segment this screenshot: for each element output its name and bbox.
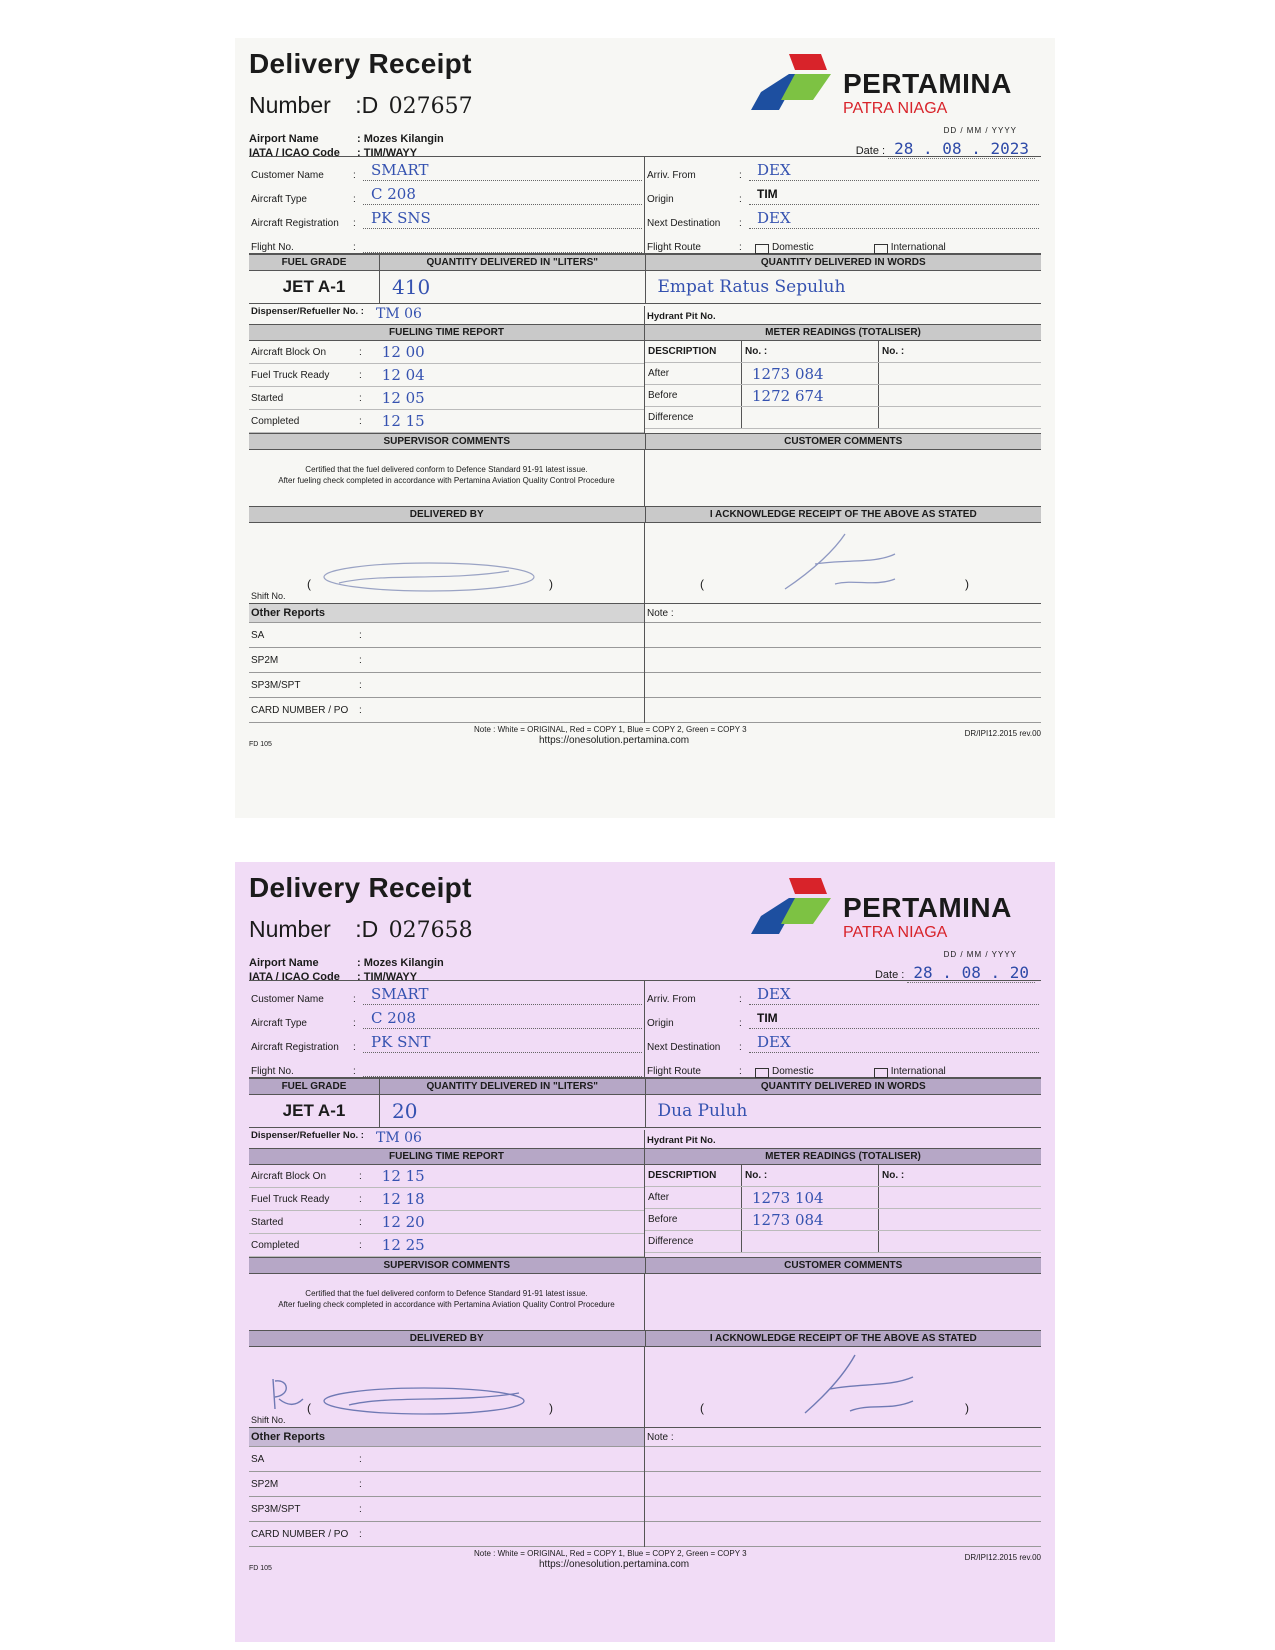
airport-name-value: : Mozes Kilangin bbox=[357, 133, 444, 145]
aircraft-type-value: C 208 bbox=[363, 184, 642, 205]
origin-value: TIM bbox=[749, 1008, 1039, 1029]
flight-route-row: Flight Route : Domestic International bbox=[647, 1066, 946, 1077]
aircraft-type-row: Aircraft Type : C 208 bbox=[249, 1005, 644, 1029]
signature-section: ( ) Shift No. ( ) bbox=[249, 1347, 1041, 1428]
flight-no-label: Flight No. bbox=[251, 1066, 294, 1077]
block-on-label: Aircraft Block On bbox=[251, 346, 327, 358]
flight-no-label: Flight No. bbox=[251, 242, 294, 253]
pertamina-logo bbox=[751, 52, 1031, 122]
delivery-receipt-1 bbox=[235, 38, 1055, 818]
difference-label: Difference bbox=[645, 407, 742, 429]
next-dest-row: Next Destination : DEX bbox=[645, 1029, 1041, 1053]
international-label: International bbox=[890, 1066, 946, 1077]
origin-label: Origin bbox=[647, 1018, 674, 1029]
flight-info bbox=[249, 980, 1041, 1077]
delivery-receipt-2 bbox=[235, 862, 1055, 1642]
receipt-footer bbox=[249, 723, 1041, 757]
shift-no-label: Shift No. bbox=[251, 1415, 286, 1425]
date-value: 28 . 08 . 20 bbox=[907, 963, 1035, 983]
before-value: 1273 084 bbox=[742, 1209, 879, 1231]
date-format: DD / MM / YYYY bbox=[943, 126, 1017, 135]
comments-header bbox=[249, 433, 1041, 450]
date-label: Date bbox=[874, 969, 899, 981]
meter-header: METER READINGS (TOTALISER) bbox=[645, 1148, 1041, 1165]
fuel-grade-section bbox=[249, 253, 1041, 304]
number-label: Number bbox=[249, 92, 331, 118]
hydrant-label: Hydrant Pit No. bbox=[647, 1135, 716, 1146]
dispenser-label: Dispenser/Refueller No. bbox=[251, 306, 359, 317]
sp3m-label: SP3M/SPT bbox=[251, 1503, 301, 1515]
arriv-from-label: Arriv. From bbox=[647, 994, 696, 1005]
form-code: FD 105 bbox=[249, 1565, 272, 1572]
after-label: After bbox=[645, 1187, 742, 1209]
aircraft-reg-value: PK SNS bbox=[363, 208, 642, 229]
aircraft-type-label: Aircraft Type bbox=[251, 194, 307, 205]
completed-label: Completed bbox=[251, 1239, 300, 1251]
supervisor-header: SUPERVISOR COMMENTS bbox=[249, 1257, 646, 1274]
qty-liters-value: 410 bbox=[392, 275, 431, 299]
aircraft-reg-row: Aircraft Registration : PK SNS bbox=[249, 205, 644, 229]
aircraft-type-value: C 208 bbox=[363, 1008, 642, 1029]
comments-section bbox=[249, 450, 1041, 506]
receipt-number bbox=[249, 916, 473, 943]
signature-header bbox=[249, 506, 1041, 523]
dispenser-label: Dispenser/Refueller No. bbox=[251, 1130, 359, 1141]
form-revision: DR/IPI12.2015 rev.00 bbox=[964, 1553, 1041, 1562]
iata-value: : TIM/WAYY bbox=[357, 971, 418, 983]
airport-info bbox=[249, 956, 444, 984]
customer-name-label: Customer Name bbox=[251, 170, 324, 181]
domestic-label: Domestic bbox=[772, 1066, 814, 1077]
fuel-grade-value: JET A-1 bbox=[249, 271, 380, 303]
truck-ready-value: 12 04 bbox=[381, 366, 425, 384]
meter-table bbox=[645, 341, 1041, 429]
number-value: 027658 bbox=[388, 918, 473, 943]
brand-subname: PATRA NIAGA bbox=[843, 924, 948, 941]
flight-route-label: Flight Route bbox=[647, 1066, 701, 1077]
dispenser-value: TM 06 bbox=[375, 306, 422, 322]
started-value: 12 05 bbox=[381, 389, 425, 407]
hydrant-label: Hydrant Pit No. bbox=[647, 311, 716, 322]
date-label: Date bbox=[855, 145, 879, 157]
acknowledge-header: I ACKNOWLEDGE RECEIPT OF THE ABOVE AS STATED bbox=[646, 506, 1042, 523]
flight-route-row: Flight Route : Domestic International bbox=[647, 242, 946, 253]
before-value: 1272 674 bbox=[742, 385, 879, 407]
fuel-grade-header: FUEL GRADE bbox=[249, 1078, 380, 1095]
arriv-from-row: Arriv. From : DEX bbox=[645, 157, 1041, 181]
copy-note: Note : White = ORIGINAL, Red = COPY 1, Blue = COPY 2, Green = COPY 3 bbox=[474, 725, 747, 734]
meter-no-label-1: No. : bbox=[742, 341, 879, 363]
fueling-time-header: FUELING TIME REPORT bbox=[249, 1148, 644, 1165]
customer-name-row: Customer Name : SMART bbox=[249, 157, 644, 181]
qty-words-value: Empat Ratus Sepuluh bbox=[646, 271, 1042, 304]
meter-table bbox=[645, 1165, 1041, 1253]
truck-ready-label: Fuel Truck Ready bbox=[251, 369, 330, 381]
customer-comments-header: CUSTOMER COMMENTS bbox=[646, 433, 1042, 450]
arriv-from-label: Arriv. From bbox=[647, 170, 696, 181]
airport-name-label: Airport Name bbox=[249, 957, 319, 969]
copy-note: Note : White = ORIGINAL, Red = COPY 1, Blue = COPY 2, Green = COPY 3 bbox=[474, 1549, 747, 1558]
aircraft-type-label: Aircraft Type bbox=[251, 1018, 307, 1029]
before-label: Before bbox=[645, 385, 742, 407]
next-dest-label: Next Destination bbox=[647, 1042, 721, 1053]
fueling-time-header: FUELING TIME REPORT bbox=[249, 324, 644, 341]
delivered-by-header: DELIVERED BY bbox=[249, 506, 646, 523]
qty-words-value: Dua Puluh bbox=[646, 1095, 1042, 1128]
date-value: 28 . 08 . 2023 bbox=[888, 139, 1035, 159]
next-dest-value: DEX bbox=[749, 1032, 1039, 1053]
pertamina-logo bbox=[751, 876, 1031, 946]
flight-no-value bbox=[363, 232, 642, 253]
meter-no-label-2: No. : bbox=[879, 341, 1042, 363]
aircraft-reg-label: Aircraft Registration bbox=[251, 1042, 339, 1053]
started-label: Started bbox=[251, 392, 284, 404]
acknowledge-header: I ACKNOWLEDGE RECEIPT OF THE ABOVE AS STATED bbox=[646, 1330, 1042, 1347]
date-format: DD / MM / YYYY bbox=[943, 950, 1017, 959]
flight-no-row: Flight No. : bbox=[249, 229, 644, 253]
description-label: DESCRIPTION bbox=[645, 1165, 742, 1187]
flight-route-label: Flight Route bbox=[647, 242, 701, 253]
difference-label: Difference bbox=[645, 1231, 742, 1253]
arriv-from-value: DEX bbox=[749, 984, 1039, 1005]
cert-line-2: After fueling check completed in accordance with Pertamina Aviation Quality Control Procedure bbox=[278, 476, 615, 485]
started-label: Started bbox=[251, 1216, 284, 1228]
comments-section bbox=[249, 1274, 1041, 1330]
meter-header: METER READINGS (TOTALISER) bbox=[645, 324, 1041, 341]
form-code: FD 105 bbox=[249, 741, 272, 748]
sp2m-label: SP2M bbox=[251, 1478, 279, 1490]
number-value: 027657 bbox=[388, 94, 473, 119]
qty-words-header: QUANTITY DELIVERED IN WORDS bbox=[646, 1078, 1042, 1095]
international-checkbox[interactable] bbox=[874, 1068, 888, 1078]
airport-name-value: : Mozes Kilangin bbox=[357, 957, 444, 969]
started-value: 12 20 bbox=[381, 1213, 425, 1231]
cert-line-2: After fueling check completed in accordance with Pertamina Aviation Quality Control Procedure bbox=[278, 1300, 615, 1309]
receipt-footer bbox=[249, 1547, 1041, 1581]
dispenser-row: Dispenser/Refueller No. : TM 06 Hydrant Pit No. bbox=[251, 306, 716, 322]
origin-value: TIM bbox=[749, 184, 1039, 205]
meter-no-label-1: No. : bbox=[742, 1165, 879, 1187]
footer-url: https://onesolution.pertamina.com bbox=[539, 1559, 690, 1570]
block-on-row: Aircraft Block On : 12 15 bbox=[249, 1165, 644, 1188]
delivered-by-header: DELIVERED BY bbox=[249, 1330, 646, 1347]
qty-liters-header: QUANTITY DELIVERED IN "LITERS" bbox=[380, 1078, 645, 1095]
iata-label: IATA / ICAO Code bbox=[249, 147, 340, 159]
signature-section: ( ) Shift No. ( ) bbox=[249, 523, 1041, 604]
customer-signature bbox=[795, 1351, 925, 1423]
domestic-label: Domestic bbox=[772, 242, 814, 253]
customer-comments-header: CUSTOMER COMMENTS bbox=[646, 1257, 1042, 1274]
international-checkbox[interactable] bbox=[874, 244, 888, 254]
international-label: International bbox=[890, 242, 946, 253]
dispenser-row: Dispenser/Refueller No. : TM 06 Hydrant Pit No. bbox=[251, 1130, 716, 1146]
flight-no-value bbox=[363, 1056, 642, 1077]
iata-value: : TIM/WAYY bbox=[357, 147, 418, 159]
fueling-meter-section bbox=[249, 1148, 1041, 1257]
delivered-by-signature bbox=[269, 1369, 569, 1421]
brand-subname: PATRA NIAGA bbox=[843, 100, 948, 117]
footer-url: https://onesolution.pertamina.com bbox=[539, 735, 690, 746]
brand-name: PERTAMINA bbox=[843, 68, 1012, 99]
origin-row: Origin : TIM bbox=[645, 1005, 1041, 1029]
cert-line-1: Certified that the fuel delivered conform to Defence Standard 91-91 latest issue. bbox=[305, 1289, 588, 1298]
brand-name: PERTAMINA bbox=[843, 892, 1012, 923]
supervisor-header: SUPERVISOR COMMENTS bbox=[249, 433, 646, 450]
comments-header bbox=[249, 1257, 1041, 1274]
signature-header bbox=[249, 1330, 1041, 1347]
qty-liters-value: 20 bbox=[392, 1099, 418, 1123]
fuel-grade-value: JET A-1 bbox=[249, 1095, 380, 1127]
completed-label: Completed bbox=[251, 415, 300, 427]
aircraft-reg-label: Aircraft Registration bbox=[251, 218, 339, 229]
flight-info bbox=[249, 156, 1041, 253]
sa-label: SA bbox=[251, 1453, 265, 1465]
receipt-number bbox=[249, 92, 473, 119]
truck-ready-label: Fuel Truck Ready bbox=[251, 1193, 330, 1205]
other-reports-label: Other Reports bbox=[249, 1428, 644, 1447]
origin-row: Origin : TIM bbox=[645, 181, 1041, 205]
completed-value: 12 25 bbox=[381, 1236, 425, 1254]
next-dest-label: Next Destination bbox=[647, 218, 721, 229]
arriv-from-value: DEX bbox=[749, 160, 1039, 181]
customer-name-value: SMART bbox=[363, 160, 642, 181]
number-prefix: :D bbox=[355, 92, 379, 118]
after-value: 1273 104 bbox=[742, 1187, 879, 1209]
card-number-label: CARD NUMBER / PO bbox=[251, 1528, 349, 1540]
note-label: Note : bbox=[645, 604, 1041, 623]
customer-name-label: Customer Name bbox=[251, 994, 324, 1005]
receipt-header bbox=[249, 872, 1041, 983]
started-row: Started : 12 05 bbox=[249, 387, 644, 410]
description-label: DESCRIPTION bbox=[645, 341, 742, 363]
date-box: DD / MM / YYYY Date : 28 . 08 . 20 bbox=[875, 950, 1035, 982]
sp3m-label: SP3M/SPT bbox=[251, 679, 301, 691]
completed-row: Completed : 12 15 bbox=[249, 410, 644, 433]
block-on-value: 12 15 bbox=[381, 1167, 425, 1185]
aircraft-reg-row: Aircraft Registration : PK SNT bbox=[249, 1029, 644, 1053]
receipt-header bbox=[249, 48, 1041, 159]
meter-no-label-2: No. : bbox=[879, 1165, 1042, 1187]
card-number-label: CARD NUMBER / PO bbox=[251, 704, 349, 716]
block-on-row: Aircraft Block On : 12 00 bbox=[249, 341, 644, 364]
started-row: Started : 12 20 bbox=[249, 1211, 644, 1234]
domestic-checkbox[interactable] bbox=[755, 1068, 769, 1078]
customer-signature bbox=[775, 529, 905, 599]
other-reports-section: Other Reports SA : SP2M : SP3M/SPT : CARD NUMBER / PO : Note : bbox=[249, 1428, 1041, 1547]
qty-liters-header: QUANTITY DELIVERED IN "LITERS" bbox=[380, 254, 645, 271]
delivered-by-signature bbox=[309, 553, 559, 597]
number-prefix: :D bbox=[355, 916, 379, 942]
customer-comments-area bbox=[645, 1274, 1041, 1330]
other-reports-label: Other Reports bbox=[249, 604, 644, 623]
airport-info bbox=[249, 132, 444, 160]
next-dest-row: Next Destination : DEX bbox=[645, 205, 1041, 229]
domestic-checkbox[interactable] bbox=[755, 244, 769, 254]
flight-no-row: Flight No. : bbox=[249, 1053, 644, 1077]
pertamina-logo-icon bbox=[751, 52, 841, 112]
airport-name-label: Airport Name bbox=[249, 133, 319, 145]
origin-label: Origin bbox=[647, 194, 674, 205]
next-dest-value: DEX bbox=[749, 208, 1039, 229]
note-label: Note : bbox=[645, 1428, 1041, 1447]
dispenser-value: TM 06 bbox=[375, 1130, 422, 1146]
pertamina-logo-icon bbox=[751, 876, 841, 936]
aircraft-type-row: Aircraft Type : C 208 bbox=[249, 181, 644, 205]
block-on-value: 12 00 bbox=[381, 343, 425, 361]
fueling-meter-section bbox=[249, 324, 1041, 433]
after-label: After bbox=[645, 363, 742, 385]
form-revision: DR/IPI12.2015 rev.00 bbox=[964, 729, 1041, 738]
completed-value: 12 15 bbox=[381, 412, 425, 430]
truck-ready-value: 12 18 bbox=[381, 1190, 425, 1208]
number-label: Number bbox=[249, 916, 331, 942]
receipt-title: Delivery Receipt bbox=[249, 48, 472, 79]
after-value: 1273 084 bbox=[742, 363, 879, 385]
truck-ready-row: Fuel Truck Ready : 12 18 bbox=[249, 1188, 644, 1211]
date-box: DD / MM / YYYY Date : 28 . 08 . 2023 bbox=[856, 126, 1035, 158]
arriv-from-row: Arriv. From : DEX bbox=[645, 981, 1041, 1005]
customer-comments-area bbox=[645, 450, 1041, 506]
completed-row: Completed : 12 25 bbox=[249, 1234, 644, 1257]
fuel-grade-header: FUEL GRADE bbox=[249, 254, 380, 271]
aircraft-reg-value: PK SNT bbox=[363, 1032, 642, 1053]
customer-name-value: SMART bbox=[363, 984, 642, 1005]
fuel-grade-section bbox=[249, 1077, 1041, 1128]
sa-label: SA bbox=[251, 629, 265, 641]
shift-no-label: Shift No. bbox=[251, 591, 286, 601]
sp2m-label: SP2M bbox=[251, 654, 279, 666]
other-reports-section: Other Reports SA : SP2M : SP3M/SPT : CARD NUMBER / PO : Note : bbox=[249, 604, 1041, 723]
before-label: Before bbox=[645, 1209, 742, 1231]
block-on-label: Aircraft Block On bbox=[251, 1170, 327, 1182]
customer-name-row: Customer Name : SMART bbox=[249, 981, 644, 1005]
receipt-title: Delivery Receipt bbox=[249, 872, 472, 903]
qty-words-header: QUANTITY DELIVERED IN WORDS bbox=[646, 254, 1042, 271]
truck-ready-row: Fuel Truck Ready : 12 04 bbox=[249, 364, 644, 387]
cert-line-1: Certified that the fuel delivered conform to Defence Standard 91-91 latest issue. bbox=[305, 465, 588, 474]
iata-label: IATA / ICAO Code bbox=[249, 971, 340, 983]
